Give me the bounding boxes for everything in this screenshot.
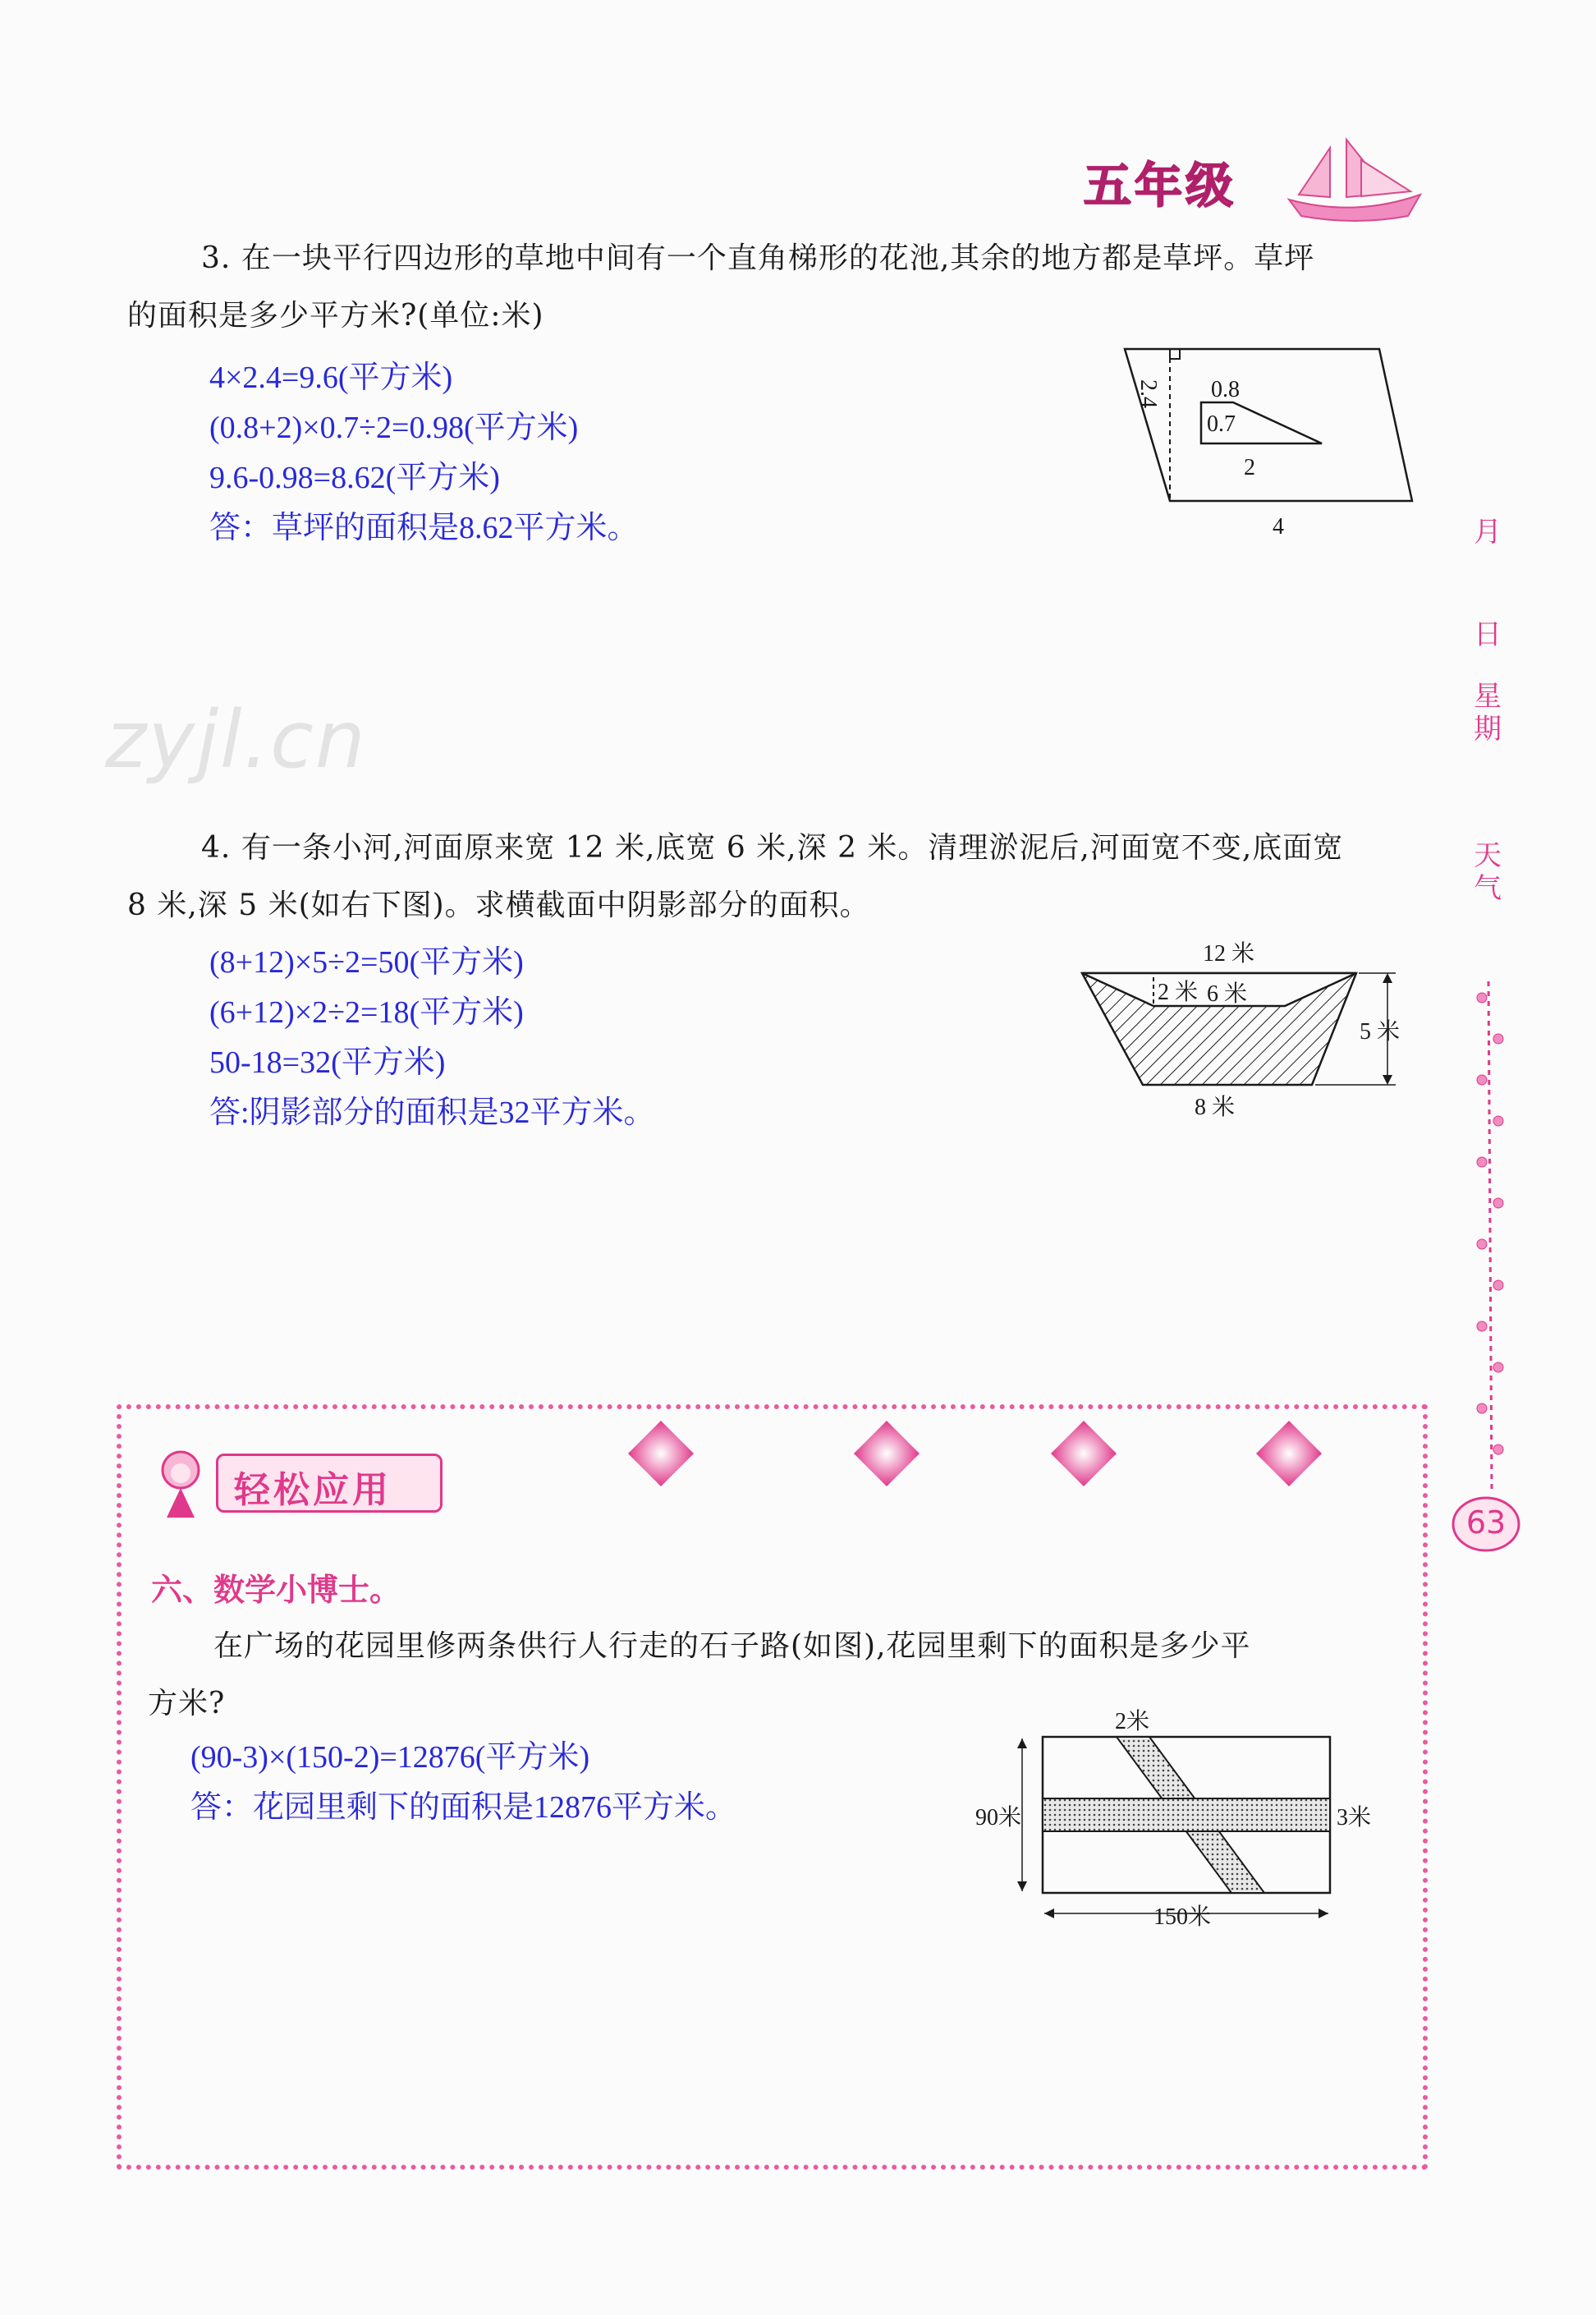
section-garden-figure <box>969 1704 1396 1942</box>
page-number: 63 <box>1465 1504 1507 1541</box>
q4-line1: 有一条小河,河面原来宽 12 米,底宽 6 米,深 2 米。清理淤泥后,河面宽不变,底面宽 <box>241 831 1344 865</box>
garden-label-height: 90米 <box>975 1805 1022 1830</box>
q3-line1: 在一块平行四边形的草地中间有一个直角梯形的花池,其余的地方都是草坪。草坪 <box>241 241 1315 275</box>
section-line1: 在广场的花园里修两条供行人行走的石子路(如图),花园里剩下的面积是多少平 <box>213 1629 1251 1663</box>
section-banner-label: 轻松应用 <box>234 1469 392 1511</box>
q4-label-top-width: 12 米 <box>1203 941 1255 967</box>
weekday-label: 星期 <box>1474 680 1502 746</box>
q3-number: 3. <box>201 241 232 275</box>
q3-line2: 的面积是多少平方米?(单位:米) <box>127 299 544 333</box>
q3-answer-2: (0.8+2)×0.7÷2=0.98(平方米) <box>209 411 579 445</box>
watermark: zyjl.cn <box>105 694 367 786</box>
q3-label-top: 0.8 <box>1211 377 1240 402</box>
q4-label-new-bottom: 8 米 <box>1195 1095 1236 1120</box>
page-number-badge <box>1450 1495 1522 1554</box>
section-line2: 方米? <box>148 1687 226 1720</box>
q4-text <box>127 820 1416 935</box>
q4-line2: 8 米,深 5 米(如右下图)。求横截面中阴影部分的面积。 <box>127 889 870 922</box>
q3-answers <box>209 353 639 553</box>
q4-answer-1: (8+12)×5÷2=50(平方米) <box>209 945 524 980</box>
section-answer-2: 答：花园里剩下的面积是12876平方米。 <box>190 1790 737 1825</box>
girl-icon <box>152 1445 209 1519</box>
grade-badge <box>1084 136 1429 226</box>
horizontal-road <box>1043 1798 1330 1831</box>
q4-label-new-depth: 5 米 <box>1360 1019 1401 1045</box>
q4-answers <box>209 938 655 1138</box>
section-banner <box>152 1445 447 1519</box>
q4-answer-4: 答:阴影部分的面积是32平方米。 <box>209 1095 655 1130</box>
decorative-diamonds <box>624 1417 1346 1499</box>
day-label: 日 <box>1474 618 1502 651</box>
decorative-flower-vine <box>1474 981 1515 1491</box>
q3-label-trap-height: 0.7 <box>1207 411 1236 437</box>
section-answer-1: (90-3)×(150-2)=12876(平方米) <box>190 1740 590 1775</box>
garden-label-length: 150米 <box>1153 1904 1212 1930</box>
q4-answer-3: 50-18=32(平方米) <box>209 1045 446 1080</box>
q4-number: 4. <box>201 831 232 865</box>
q4-answer-2: (6+12)×2÷2=18(平方米) <box>209 995 524 1030</box>
q3-answer-4: 答：草坪的面积是8.62平方米。 <box>209 511 639 545</box>
garden-label-horiz-width: 3米 <box>1337 1805 1372 1830</box>
q3-answer-3: 9.6-0.98=8.62(平方米) <box>209 461 500 495</box>
parallelogram-shape <box>1125 349 1412 501</box>
grade-label: 五年级 <box>1084 158 1237 214</box>
q3-label-base: 4 <box>1273 514 1284 540</box>
q3-label-height: 2.4 <box>1135 379 1161 408</box>
q4-label-old-depth: 2 米 <box>1158 980 1199 1005</box>
q3-answer-1: 4×2.4=9.6(平方米) <box>209 361 453 395</box>
garden-label-diag-width: 2米 <box>1115 1709 1150 1734</box>
section-title: 六、数学小博士。 <box>151 1572 401 1608</box>
month-label: 月 <box>1474 516 1502 549</box>
weather-label: 天气 <box>1474 839 1502 905</box>
section-answers <box>190 1733 736 1833</box>
q3-parallelogram-figure <box>1117 337 1429 550</box>
q3-text <box>127 230 1416 345</box>
q3-label-bottom: 2 <box>1244 455 1255 480</box>
q4-label-old-bottom: 6 米 <box>1207 981 1248 1007</box>
q4-river-figure <box>1075 932 1429 1129</box>
